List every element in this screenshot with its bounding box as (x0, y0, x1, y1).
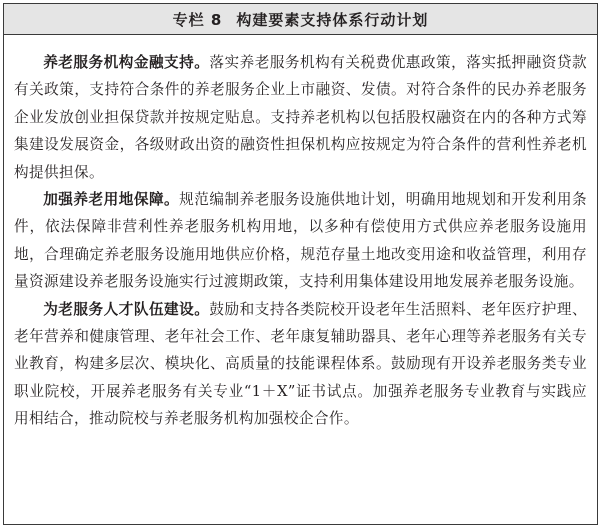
paragraph-finance-support (14, 49, 587, 186)
paragraph-text: 鼓励和支持各类院校开设老年生活照料、老年医疗护理、老年营养和健康管理、老年社会工作、老年康复辅助器具、老年心理等养老服务有关专业教育，构建多层次、模块化、高质量的技能课程体系。鼓励现有开设养老服务类专业职业院校，开展养老服务有关专业“1＋X”证书试点。加强养老服务专业教育与实践应用相结合，推动院校与养老服务机构加强校企合作。 (14, 300, 587, 428)
paragraph-text: 规范编制养老服务设施供地计划，明确用地规划和开发利用条件，依法保障非营利性养老服务机构用地，以多种有偿使用方式供应养老服务设施用地，合理确定养老服务设施用地供应价格，规范存量土地改变用途和收益管理，利用存量资源建设养老服务设施实行过渡期政策，支持利用集体建设用地发展养老服务设施。 (14, 191, 587, 291)
column-number: 专栏 8 (172, 10, 223, 29)
paragraph-land-guarantee (14, 186, 587, 296)
paragraph-heading: 为老服务人才队伍建设。 (43, 300, 210, 318)
column-header (4, 4, 597, 35)
column-content (4, 35, 597, 433)
paragraph-talent-building (14, 296, 587, 433)
column-title: 构建要素支持体系行动计划 (236, 10, 429, 29)
column-box (3, 3, 598, 525)
paragraph-text: 落实养老服务机构有关税费优惠政策，落实抵押融资贷款有关政策，支持符合条件的养老服务企业上市融资、发债。对符合条件的民办养老服务企业发放创业担保贷款并按规定贴息。支持养老机构以包括股权融资在内的各种方式筹集建设发展资金，各级财政出资的融资性担保机构应按规定为符合条件的营利性养老机构提供担保。 (14, 54, 587, 181)
paragraph-heading: 养老服务机构金融支持。 (43, 54, 210, 71)
paragraph-heading: 加强养老用地保障。 (43, 191, 180, 209)
